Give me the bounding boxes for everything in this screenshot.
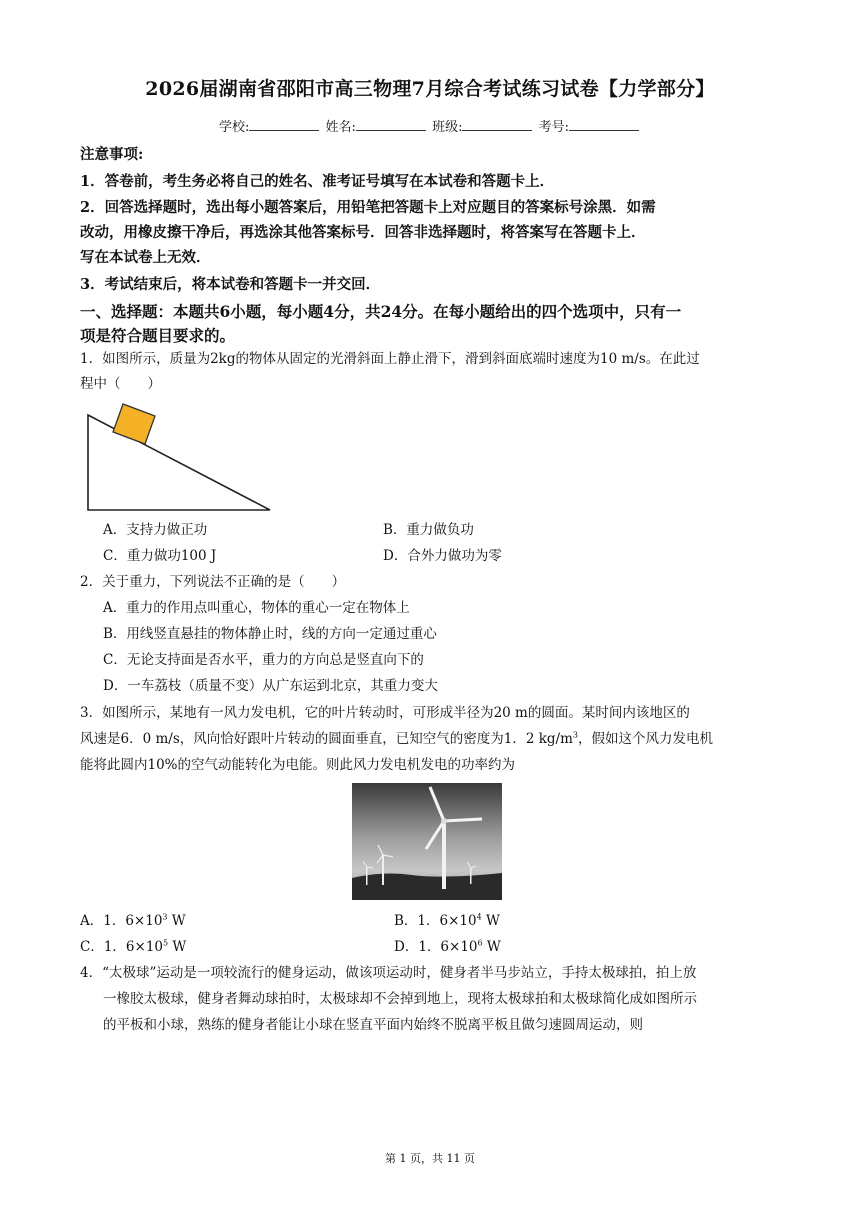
q3-option-b[interactable] — [394, 912, 500, 931]
q3-option-b-unit: W — [481, 913, 500, 929]
q3-stem-line3: 能将此圆内10%的空气动能转化为电能。则此风力发电机发电的功率约为 — [80, 757, 516, 773]
q3-option-a-base: A．1．6×10 — [80, 913, 163, 929]
q1-option-b[interactable]: B．重力做负功 — [383, 522, 474, 538]
exam-no-blank[interactable] — [569, 118, 639, 131]
q2-stem: 2．关于重力，下列说法不正确的是（ ） — [80, 574, 346, 590]
class-blank[interactable] — [462, 118, 532, 131]
student-info-line — [0, 116, 860, 135]
incline-figure — [84, 400, 274, 515]
q3-option-c-unit: W — [168, 939, 187, 955]
q3-line2-sup: 3 — [572, 730, 578, 740]
q1-option-d[interactable]: D．合外力做功为零 — [383, 548, 502, 564]
sliding-block — [113, 404, 155, 444]
q4-stem-line3: 的平板和小球，熟练的健身者能让小球在竖直平面内始终不脱离平板且做匀速圆周运动，则 — [103, 1017, 643, 1033]
q3-option-b-base: B．1．6×10 — [394, 913, 477, 929]
name-label: 姓名: — [325, 120, 356, 135]
notice-item-2b: 改动，用橡皮擦干净后，再选涂其他答案标号．回答非选择题时，将答案写在答题卡上． — [80, 224, 646, 241]
q4-stem-line1: 4．“太极球”运动是一项较流行的健身运动，做该项运动时，健身者半马步站立，手持太极球拍，拍上放 — [80, 965, 697, 981]
q3-stem-line1: 3．如图所示，某地有一风力发电机，它的叶片转动时，可形成半径为20 m的圆面。某时间内该地区的 — [80, 705, 690, 721]
q3-option-c[interactable] — [80, 938, 186, 957]
q4-stem-line2: 一橡胶太极球，健身者舞动球拍时，太极球却不会掉到地上，现将太极球拍和太极球简化成如图所示 — [103, 991, 697, 1007]
q1-stem-line1: 1．如图所示，质量为2kg的物体从固定的光滑斜面上静止滑下，滑到斜面底端时速度为10 m/s。在此过 — [80, 351, 700, 367]
main-turbine-hub — [441, 818, 447, 824]
section1-line1: 一、选择题：本题共6小题，每小题4分，共24分。在每小题给出的四个选项中，只有一 — [80, 302, 682, 321]
notice-item-2c: 写在本试卷上无效． — [80, 249, 211, 266]
main-turbine-tower — [442, 821, 446, 889]
wind-turbine-photo — [352, 783, 502, 900]
q3-option-a-exp: 3 — [162, 912, 168, 922]
q3-option-a[interactable] — [80, 912, 186, 931]
q3-option-d[interactable] — [394, 938, 501, 957]
q3-option-d-unit: W — [482, 939, 501, 955]
q3-option-a-unit: W — [167, 913, 186, 929]
name-blank[interactable] — [356, 118, 426, 131]
q1-option-c[interactable]: C．重力做功100 J — [103, 548, 217, 564]
page-footer: 第 1 页，共 11 页 — [385, 1152, 475, 1165]
school-blank[interactable] — [249, 118, 319, 131]
school-label: 学校: — [219, 120, 250, 135]
q3-option-b-exp: 4 — [476, 912, 482, 922]
q3-option-d-base: D．1．6×10 — [394, 939, 478, 955]
notice-heading: 注意事项: — [80, 146, 144, 163]
small-turbine-tower-1 — [382, 855, 384, 885]
class-label: 班级: — [432, 120, 463, 135]
q3-stem-line2 — [80, 730, 780, 749]
section1-line2: 项是符合题目要求的。 — [80, 326, 236, 345]
main-turbine-blade-2 — [444, 819, 482, 821]
notice-item-2a: 2．回答选择题时，选出每小题答案后，用铅笔把答题卡上对应题目的答案标号涂黑．如需 — [80, 199, 656, 216]
q3-option-c-exp: 5 — [163, 938, 169, 948]
small-turbine-tower-3 — [470, 868, 472, 884]
q1-option-a[interactable]: A．支持力做正功 — [103, 522, 208, 538]
notice-item-3: 3．考试结束后，将本试卷和答题卡一并交回． — [80, 276, 381, 293]
q2-option-c[interactable]: C．无论支持面是否水平，重力的方向总是竖直向下的 — [103, 652, 424, 668]
q2-option-a[interactable]: A．重力的作用点叫重心，物体的重心一定在物体上 — [103, 600, 410, 616]
ground-hill — [352, 873, 502, 900]
q1-stem-line2: 程中（ ） — [80, 376, 161, 392]
q3-line2-text-a: 风速是6．0 m/s，风向恰好跟叶片转动的圆面垂直，已知空气的密度为1．2 kg/m — [80, 731, 573, 747]
exam-no-label: 考号: — [538, 120, 569, 135]
q3-line2-text-b: ，假如这个风力发电机 — [577, 731, 713, 747]
q3-option-d-exp: 6 — [477, 938, 483, 948]
q3-option-c-base: C．1．6×10 — [80, 939, 163, 955]
small-turbine-tower-2 — [366, 867, 368, 885]
q2-option-d[interactable]: D．一车荔枝（质量不变）从广东运到北京，其重力变大 — [103, 678, 438, 694]
exam-title: 2026届湖南省邵阳市高三物理7月综合考试练习试卷【力学部分】 — [145, 78, 715, 100]
q2-option-b[interactable]: B．用线竖直悬挂的物体静止时，线的方向一定通过重心 — [103, 626, 437, 642]
notice-item-1: 1．答卷前，考生务必将自己的姓名、准考证号填写在本试卷和答题卡上． — [80, 173, 555, 190]
